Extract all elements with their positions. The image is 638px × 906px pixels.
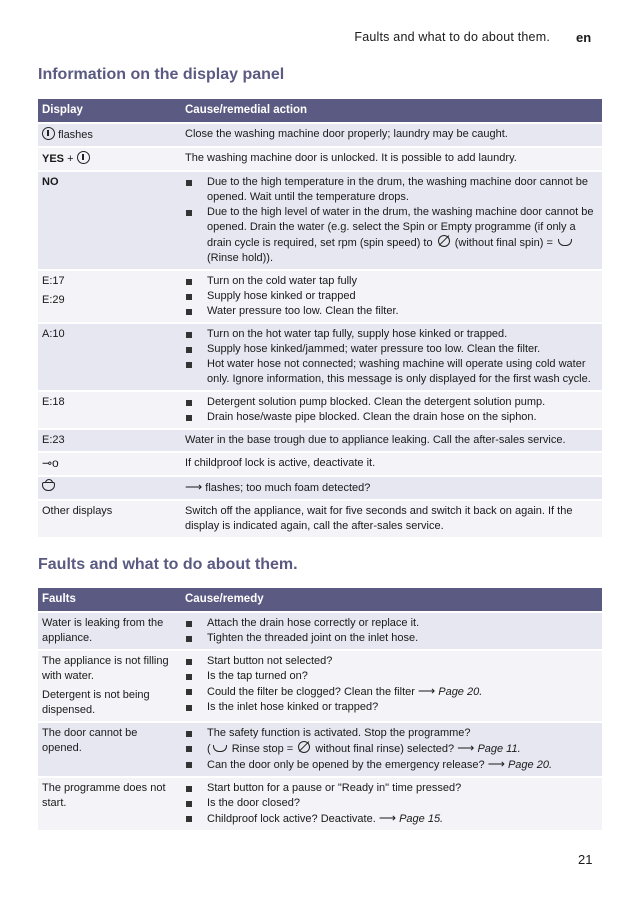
door-lock-icon — [42, 127, 55, 140]
list-item: Supply hose kinked or trapped — [185, 289, 598, 304]
page-reference: Page 20. — [507, 759, 553, 771]
column-header-faults: Faults — [38, 588, 181, 611]
table-row — [38, 170, 602, 269]
no-spin-icon — [438, 235, 450, 247]
language-code: en — [576, 30, 592, 45]
display-value: flashes — [58, 129, 93, 141]
list-item: Water pressure too low. Clean the filter. — [185, 304, 598, 319]
list-item: Turn on the cold water tap fully — [185, 274, 598, 289]
column-header-display: Display — [38, 99, 181, 122]
cause-text: The washing machine door is unlocked. It is possible to add laundry. — [181, 146, 602, 170]
fault-text: The appliance is not filling with water. — [42, 655, 169, 682]
table-row — [38, 390, 602, 428]
cause-text: Switch off the appliance, wait for five seconds and switch it back on again. If the display is indicated again, call the after-sales service. — [181, 499, 602, 537]
fault-text: Water is leaking from the appliance. — [38, 611, 181, 649]
list-item: The safety function is activated. Stop the programme? — [185, 726, 598, 741]
table-row — [38, 475, 602, 499]
table-row: YES + The washing machine door is unlocked. It is possible to add laundry. — [38, 146, 602, 170]
list-item: Can the door only be opened by the emergency release? ⟶ Page 20. — [185, 757, 598, 773]
section-title: Faults and what to do about them. — [354, 30, 550, 44]
fault-text: Detergent is not being dispensed. — [42, 689, 150, 716]
fault-text: The door cannot be opened. — [38, 721, 181, 776]
display-value: NO — [38, 170, 181, 269]
cause-text: Water in the base trough due to appliance leaking. Call the after-sales service. — [181, 428, 602, 451]
cause-text: If childproof lock is active, deactivate it. — [181, 451, 602, 475]
display-section-heading: Information on the display panel — [38, 66, 285, 83]
display-value: YES — [42, 153, 65, 165]
cause-text: flashes; too much foam detected? — [205, 482, 371, 494]
list-item: Is the inlet hose kinked or trapped? — [185, 700, 598, 715]
list-item: Detergent solution pump blocked. Clean the detergent solution pump. — [185, 395, 598, 410]
list-item: Tighten the threaded joint on the inlet hose. — [185, 631, 598, 646]
table-row — [38, 721, 602, 776]
display-table — [38, 99, 602, 537]
arrow-icon: ⟶ — [417, 684, 436, 698]
display-value: E:29 — [42, 294, 65, 306]
table-row — [38, 649, 602, 721]
foam-icon — [42, 482, 55, 491]
cause-text: Close the washing machine door properly; laundry may be caught. — [181, 122, 602, 146]
no-spin-icon — [298, 741, 310, 753]
faults-table — [38, 588, 602, 830]
list-item: Is the tap turned on? — [185, 669, 598, 684]
table-row — [38, 611, 602, 649]
list-item: Hot water hose not connected; washing machine will operate using cold water only. Ignore information, this message is only displayed for the first wash cycle. — [185, 357, 598, 387]
display-value: A:10 — [38, 322, 181, 390]
column-header-remedy: Cause/remedy — [181, 588, 602, 611]
arrow-icon: ⟶ — [185, 480, 203, 494]
list-item: Childproof lock active? Deactivate. ⟶ Page 15. — [185, 811, 598, 827]
list-item: Start button for a pause or "Ready in" time pressed? — [185, 781, 598, 796]
running-header — [0, 30, 638, 50]
list-item: Could the filter be clogged? Clean the filter ⟶ Page 20. — [185, 684, 598, 700]
list-item: Is the door closed? — [185, 796, 598, 811]
page-reference: Page 11. — [477, 743, 521, 755]
list-item: Turn on the hot water tap fully, supply hose kinked or trapped. — [185, 327, 598, 342]
list-item: Drain hose/waste pipe blocked. Clean the drain hose on the siphon. — [185, 410, 598, 425]
arrow-icon: ⟶ — [457, 741, 475, 755]
list-item: Start button not selected? — [185, 654, 598, 669]
page-reference: Page 20. — [438, 686, 483, 698]
table-row — [38, 499, 602, 537]
list-item: Due to the high level of water in the drum, the washing machine door cannot be opened. Drain the water (e.g. select the Spin or Empty programme (if only a drain cycle is required, set rpm (spin speed) to (without final spin) = (Rinse hold)). — [185, 205, 598, 266]
display-value: E:23 — [38, 428, 181, 451]
list-item: Supply hose kinked/jammed; water pressure too low. Clean the filter. — [185, 342, 598, 357]
display-value: Other displays — [38, 499, 181, 537]
table-row — [38, 776, 602, 830]
key-icon: ⊸o — [42, 456, 59, 470]
faults-section-heading: Faults and what to do about them. — [38, 556, 298, 573]
list-item: ( Rinse stop = without final rinse) selected? ⟶ Page 11. — [185, 741, 598, 757]
list-item: Due to the high temperature in the drum, the washing machine door cannot be opened. Wait until the temperature drops. — [185, 175, 598, 205]
fault-text: The programme does not start. — [38, 776, 181, 830]
arrow-icon: ⟶ — [378, 811, 397, 825]
rinse-hold-icon — [213, 745, 227, 752]
table-row — [38, 269, 602, 322]
column-header-cause: Cause/remedial action — [181, 99, 602, 122]
display-value: E:17 — [42, 275, 65, 287]
table-row — [38, 322, 602, 390]
arrow-icon: ⟶ — [487, 757, 505, 771]
rinse-hold-icon — [558, 239, 572, 246]
page-reference: Page 15. — [399, 813, 444, 825]
table-row — [38, 122, 602, 146]
door-lock-icon — [77, 151, 90, 164]
table-row — [38, 428, 602, 451]
list-item: Attach the drain hose correctly or replace it. — [185, 616, 598, 631]
table-row — [38, 451, 602, 475]
page-number: 21 — [578, 852, 593, 867]
display-value: E:18 — [38, 390, 181, 428]
